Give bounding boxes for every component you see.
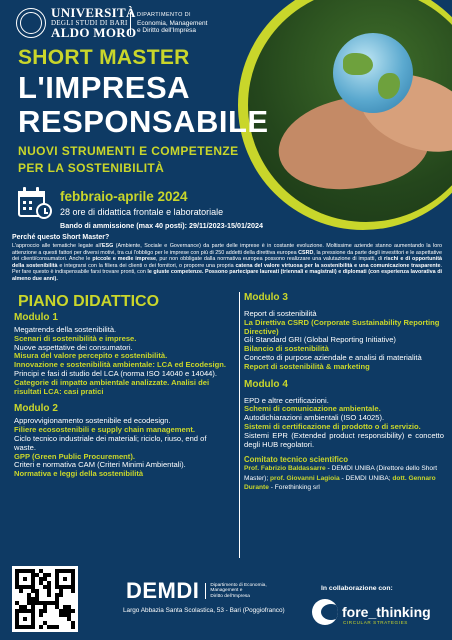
why-paragraph xyxy=(12,243,442,282)
university-line1: UNIVERSITÀ xyxy=(51,5,136,20)
why-text: , pur non obbligate dalla normativa europea possono realizzare una valutazione di impatti, di xyxy=(155,256,385,262)
module-item: Gli Standard GRI (Global Reporting Initiative) xyxy=(244,335,396,345)
course-dates: febbraio-aprile 2024 xyxy=(60,189,188,204)
short-master-label: SHORT MASTER xyxy=(18,46,190,69)
module-item: EPD e altre certificazioni. xyxy=(244,395,329,405)
module-item: Concetto di purpose aziendale e analisi di materialità xyxy=(244,352,422,362)
university-line2: DEGLI STUDI DI BARI xyxy=(51,19,128,27)
title-line1: L'IMPRESA xyxy=(18,70,191,105)
forethinking-mark-icon xyxy=(312,599,338,625)
module-highlight: Misura del valore percepito e sostenibilità. xyxy=(14,351,168,361)
committee-member: dott. Gennaro Durante xyxy=(244,474,436,492)
qr-code-icon[interactable] xyxy=(12,566,78,632)
address: Largo Abbazia Santa Scolastica, 53 - Bari (Poggiofranco) xyxy=(123,607,285,614)
committee-member: prof. Giovanni Lagioia xyxy=(270,474,340,482)
university-line3: ALDO MORO xyxy=(51,25,137,40)
why-bold: catena del valore virtuosa per la sostenibilità e una comunicazione trasparente xyxy=(235,262,441,269)
why-bold: CSRD xyxy=(298,249,314,256)
demdi-subtitle xyxy=(205,583,266,600)
university-logo xyxy=(16,5,137,40)
title-line2: RESPONSABILE xyxy=(18,104,269,139)
module-item: Report di sostenibilità xyxy=(244,309,317,318)
department-label xyxy=(130,12,207,35)
module-3-title: Modulo 3 xyxy=(244,292,288,303)
module-highlight: Innovazione e sostenibilità ambientale: LCA ed Ecodesign. xyxy=(14,360,226,370)
module-2-title: Modulo 2 xyxy=(14,403,58,415)
course-hours: 28 ore di didattica frontale e laboratoriale xyxy=(60,207,224,217)
committee-member: Prof. Fabrizio Baldassarre xyxy=(244,465,326,473)
committee-members xyxy=(244,464,444,493)
why-text: , la pressione da parte degli investitori e le aspettative dei clienti/consumatori. Anche le xyxy=(12,249,442,262)
admission-notice: Bando di ammissione (max 40 posti): 29/11/2023-15/01/2024 xyxy=(60,221,263,230)
module-highlight: Bilancio di sostenibilità xyxy=(244,344,329,354)
module-highlight: Normativa e leggi della sostenibilità xyxy=(14,469,144,479)
module-item: Ciclo tecnico industriale dei materiali; riciclo, riuso, end of waste. xyxy=(14,433,207,452)
why-text: (Ambiente, Sociale e Governance) da parte delle imprese è in costante evoluzione. Moltissime aziende stanno aumentando la loro attenzione a questi fattori per diversi motivi, tra cui l'obbligo per le imprese con più di 250 addetti della direttiva europea xyxy=(12,243,442,256)
calendar-clock-icon xyxy=(18,187,52,219)
module-item: Megatrends della sostenibilità. xyxy=(14,325,117,334)
module-highlight: Categorie di impatto ambientale analizzate. Analisi dei risultati LCA: casi pratici xyxy=(14,377,210,396)
why-bold: le giuste competenze xyxy=(147,269,202,275)
module-1-title: Modulo 1 xyxy=(14,312,58,323)
committee-role: - DEMDI UNIBA; xyxy=(339,474,393,482)
subtitle-line2: PER LA SOSTENIBILITÀ xyxy=(18,161,165,175)
program-right-column xyxy=(239,292,444,558)
dept-line1: Economia, Management xyxy=(137,19,208,27)
committee-role: - Forethinking srl xyxy=(268,484,320,492)
subtitle xyxy=(18,143,239,177)
module-highlight: Scenari di sostenibilità e imprese. xyxy=(14,333,137,343)
module-item: Criteri e normativa CAM (Criteri Minimi Ambientali). xyxy=(14,460,186,470)
university-name xyxy=(51,5,137,40)
why-text: e integrarsi con la filiera dei clienti o dei fornitori, o proporre una propria xyxy=(57,262,236,269)
program-left-column xyxy=(14,312,228,479)
demdi-logo xyxy=(126,578,267,604)
dept-title: DIPARTIMENTO DI xyxy=(137,12,191,18)
demdi-sub-line: Management e xyxy=(210,588,243,594)
module-highlight: Schemi di comunicazione ambientale. xyxy=(244,404,381,414)
why-bold: piccole e medie imprese xyxy=(92,256,156,262)
demdi-sub-line: Diritto dell'Impresa xyxy=(210,593,250,599)
module-highlight: Report di sostenibilità & marketing xyxy=(244,361,370,371)
subtitle-line1: NUOVI STRUMENTI E COMPETENZE xyxy=(18,144,239,158)
module-item: Approvvigionamento sostenibile ed ecodesign. xyxy=(14,416,171,426)
dept-line2: e Diritto dell'Impresa xyxy=(137,27,197,34)
committee-title: Comitato tecnico scientifico xyxy=(244,455,348,465)
partner-name: fore_thinking xyxy=(342,604,431,620)
demdi-name: DEMDI xyxy=(126,578,200,603)
module-highlight: Sistemi di certificazione di prodotto o di servizio. xyxy=(244,421,421,431)
partner-tagline: CIRCULAR STRATEGIES xyxy=(343,620,408,625)
demdi-sub-line: Dipartimento di Economia, xyxy=(210,582,267,588)
university-seal-icon xyxy=(16,8,46,38)
module-4-title: Modulo 4 xyxy=(244,378,288,390)
module-item: Principi e fasi di studio del LCA (norma ISO 14040 e 14044). xyxy=(14,368,218,378)
module-highlight: Filiere ecosostenibili e supply chain management. xyxy=(14,425,196,435)
why-text: L'approccio alle tematiche legate all' xyxy=(12,243,102,249)
why-bold: . Possono partecipare laureati (triennali e magistrali) e diplomati (con esperienza lavorativa di almeno due anni). xyxy=(12,269,442,282)
module-item: Nuove aspettative dei consumatori. xyxy=(14,342,133,352)
module-highlight: GPP (Green Public Procurement). xyxy=(14,451,135,461)
globe-hands-photo xyxy=(238,0,452,230)
collaboration-label: In collaborazione con: xyxy=(321,585,393,592)
why-text: . Per fare questo è indispensabile farsi trovare pronti, con xyxy=(12,262,442,275)
module-item: Autodichiarazioni ambientali (ISO 14025). xyxy=(244,413,385,423)
committee-role: - DEMDI UNIBA (Direttore dello Short Master); xyxy=(244,465,438,482)
why-bold: ESG xyxy=(101,243,114,249)
globe-icon xyxy=(333,33,413,113)
module-highlight: La Direttiva CSRD (Corporate Sustainability Reporting Directive) xyxy=(244,317,440,336)
why-bold: rischi e di opportunità della sostenibilità xyxy=(12,256,442,269)
program-heading: PIANO DIDATTICO xyxy=(18,293,160,310)
module-item: Sistemi EPR (Extended product responsibility) e concetto degli HUB regolatori. xyxy=(244,430,444,449)
why-heading: Perché questo Short Master? xyxy=(12,234,110,241)
